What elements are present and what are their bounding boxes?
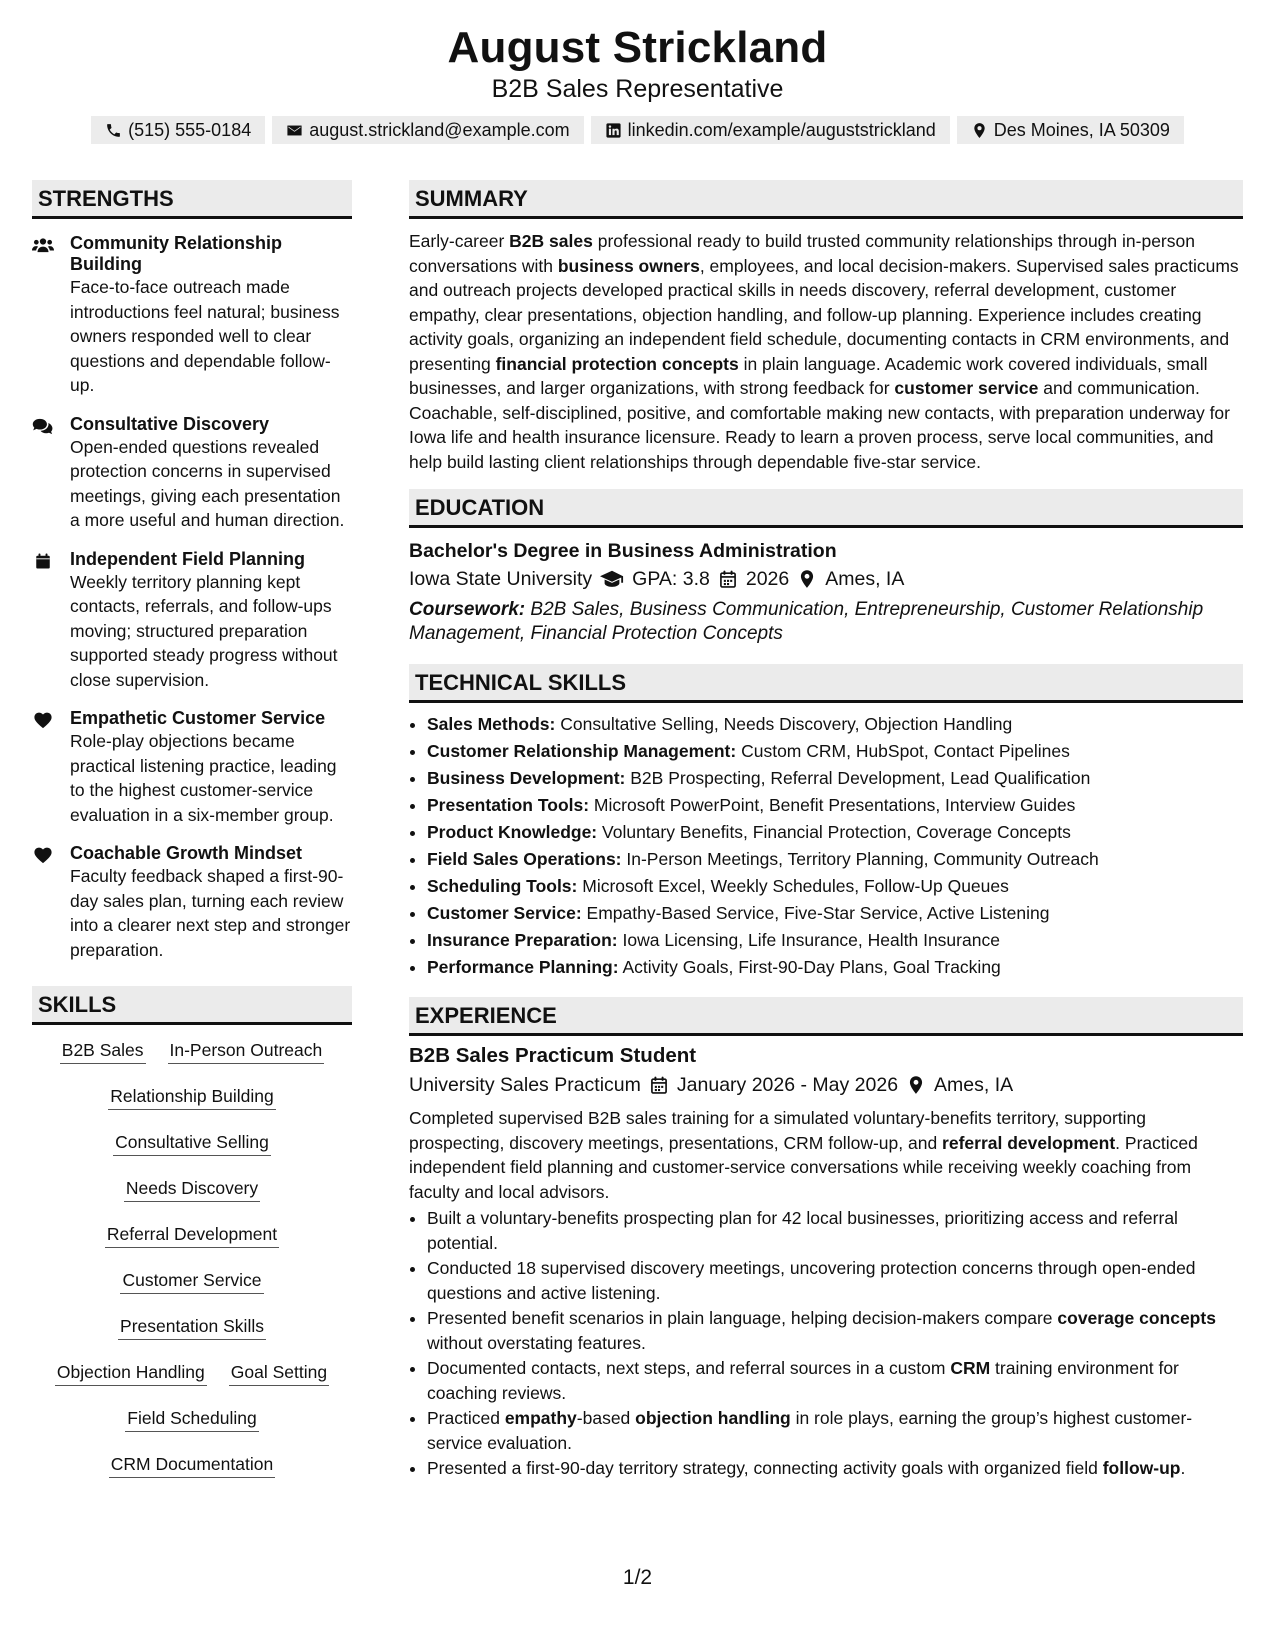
contact-email[interactable] xyxy=(272,116,583,144)
contact-linkedin-text: linkedin.com/example/auguststrickland xyxy=(627,119,936,140)
page-number: 1/2 xyxy=(622,1566,653,1589)
list-item: • Presented a first-90-day territory strategy, connecting activity goals with organized field follow-up. xyxy=(427,1456,1243,1481)
job-title: B2B Sales Practicum Student xyxy=(409,1044,697,1067)
list-item: • Conducted 18 supervised discovery meetings, uncovering protection concerns through open-ended questions and active listening. xyxy=(427,1256,1243,1305)
map-marker-icon xyxy=(906,1075,926,1095)
job-org: University Sales Practicum xyxy=(409,1074,641,1096)
map-marker-icon xyxy=(971,122,988,139)
experience-section xyxy=(409,997,1243,1481)
left-column xyxy=(32,180,352,1499)
resume-body xyxy=(32,180,1243,1499)
calendar-icon xyxy=(649,1075,669,1095)
skill-tag: Field Scheduling xyxy=(125,1407,258,1432)
list-item: • Built a voluntary-benefits prospecting plan for 42 local businesses, prioritizing access and referral potential. xyxy=(427,1206,1243,1255)
education-meta xyxy=(409,564,1243,594)
contact-phone[interactable] xyxy=(91,116,265,144)
experience-heading: EXPERIENCE xyxy=(409,997,1243,1036)
skill-tag: Referral Development xyxy=(105,1223,279,1248)
list-item: • Scheduling Tools: Microsoft Excel, Weekly Schedules, Follow-Up Queues xyxy=(427,873,1243,900)
technical-skills-heading: TECHNICAL SKILLS xyxy=(409,664,1243,703)
summary-heading: SUMMARY xyxy=(409,180,1243,219)
strength-item xyxy=(32,414,352,533)
strengths-heading: STRENGTHS xyxy=(32,180,352,219)
list-item: • Performance Planning: Activity Goals, First-90-Day Plans, Goal Tracking xyxy=(427,954,1243,981)
job-bullets xyxy=(409,1206,1243,1481)
contact-location-text: Des Moines, IA 50309 xyxy=(993,119,1170,140)
calendar-icon xyxy=(718,569,738,589)
heart-icon xyxy=(32,711,54,729)
skill-tag: Presentation Skills xyxy=(118,1315,266,1340)
strength-desc: Face-to-face outreach made introductions feel natural; business owners responded well to clear questions and dependable follow-up. xyxy=(70,277,340,395)
list-item: • Product Knowledge: Voluntary Benefits, Financial Protection, Coverage Concepts xyxy=(427,819,1243,846)
list-item: • Customer Service: Empathy-Based Service, Five-Star Service, Active Listening xyxy=(427,900,1243,927)
job-meta xyxy=(409,1070,1243,1100)
heart-icon xyxy=(32,846,54,864)
strength-title: Community Relationship Building xyxy=(70,233,283,274)
list-item: • Sales Methods: Consultative Selling, Needs Discovery, Objection Handling xyxy=(427,711,1243,738)
skills-list xyxy=(32,1039,352,1499)
coursework: Coursework: B2B Sales, Business Communication, Entrepreneurship, Customer Relationship Management, Financial Protection Concepts xyxy=(409,599,1204,644)
list-item: • Practiced empathy-based objection handling in role plays, earning the group’s highest customer-service evaluation. xyxy=(427,1406,1243,1455)
strength-title: Empathetic Customer Service xyxy=(70,708,326,728)
technical-skills-section xyxy=(409,664,1243,981)
list-item: • Customer Relationship Management: Custom CRM, HubSpot, Contact Pipelines xyxy=(427,738,1243,765)
technical-skills-list xyxy=(409,711,1243,981)
linkedin-icon xyxy=(605,122,622,139)
strength-title: Independent Field Planning xyxy=(70,548,306,569)
skill-tag: Relationship Building xyxy=(108,1085,275,1110)
list-item: • Business Development: B2B Prospecting, Referral Development, Lead Qualification xyxy=(427,765,1243,792)
skill-tag: CRM Documentation xyxy=(109,1453,275,1478)
skill-tag: Goal Setting xyxy=(229,1361,329,1386)
job-location: Ames, IA xyxy=(934,1074,1014,1096)
job-description: Completed supervised B2B sales training for a simulated voluntary-benefits territory, supporting prospecting, discovery meetings, presentations, CRM follow-up, and referral development. Practiced independent field planning and customer-service conversations while receiving weekly coaching from faculty and local advisors. xyxy=(409,1108,1198,1202)
calendar-icon xyxy=(32,552,54,570)
skills-heading: SKILLS xyxy=(32,986,352,1025)
skill-tag: Customer Service xyxy=(120,1269,263,1294)
strength-item xyxy=(32,233,352,398)
candidate-role: B2B Sales Representative xyxy=(491,75,784,103)
school-name: Iowa State University xyxy=(409,568,593,590)
list-item: • Presented benefit scenarios in plain language, helping decision-makers compare coverage concepts without overstating features. xyxy=(427,1306,1243,1355)
contact-email-text: august.strickland@example.com xyxy=(309,119,570,140)
strengths-list xyxy=(32,233,352,962)
skill-tag: B2B Sales xyxy=(60,1039,146,1064)
list-item: • Presentation Tools: Microsoft PowerPoint, Benefit Presentations, Interview Guides xyxy=(427,792,1243,819)
gpa: GPA: 3.8 xyxy=(632,568,710,590)
contact-linkedin[interactable] xyxy=(591,116,950,144)
strength-title: Coachable Growth Mindset xyxy=(70,843,303,863)
school-location: Ames, IA xyxy=(825,568,905,590)
skill-tag: Objection Handling xyxy=(55,1361,207,1386)
graduation-year: 2026 xyxy=(745,568,790,590)
graduation-cap-icon xyxy=(600,569,624,589)
job-dates: January 2026 - May 2026 xyxy=(676,1074,899,1096)
strength-desc: Weekly territory planning kept contacts, referrals, and follow-ups moving; structured preparation supported steady progress without close supervision. xyxy=(70,571,338,690)
map-marker-icon xyxy=(797,569,817,589)
candidate-name: August Strickland xyxy=(447,23,828,72)
comments-icon xyxy=(32,417,54,435)
strength-item xyxy=(32,843,352,962)
education-section xyxy=(409,489,1243,646)
skills-section xyxy=(32,986,352,1499)
summary-text: Early-career B2B sales professional ready to build trusted community relationships through in-person conversations with business owners, employees, and local decision-makers. Supervised sales practicums and outreach projects developed practical skills in needs discovery, referral development, customer empathy, clear presentations, objection handling, and follow-up planning. Experience includes creating activity goals, organizing an independent field schedule, documenting contacts in CRM environments, and presenting financial protection concepts in plain language. Academic work covered individuals, small businesses, and larger organizations, with strong feedback for customer service and communication. Coachable, self-disciplined, positive, and comfortable making new contacts, with preparation underway for Iowa life and health insurance licensure. Ready to learn a proven process, serve local communities, and help build lasting client relationships through dependable five-star service. xyxy=(409,231,1239,472)
list-item: • Field Sales Operations: In-Person Meetings, Territory Planning, Community Outreach xyxy=(427,846,1243,873)
strength-title: Consultative Discovery xyxy=(70,413,270,434)
right-column xyxy=(409,180,1243,1499)
phone-icon xyxy=(105,122,122,139)
strength-desc: Open-ended questions revealed protection concerns in supervised meetings, giving each presentation a more useful and human direction. xyxy=(70,436,345,530)
resume-header xyxy=(0,0,1275,144)
education-heading: EDUCATION xyxy=(409,489,1243,528)
users-icon xyxy=(32,236,54,254)
contact-phone-text: (515) 555-0184 xyxy=(128,119,252,140)
skill-tag: Needs Discovery xyxy=(124,1177,260,1202)
strength-item xyxy=(32,708,352,827)
skill-tag: In-Person Outreach xyxy=(168,1039,325,1064)
contact-location xyxy=(957,116,1184,144)
envelope-icon xyxy=(286,122,303,139)
list-item: • Insurance Preparation: Iowa Licensing, Life Insurance, Health Insurance xyxy=(427,927,1243,954)
skill-tag: Consultative Selling xyxy=(113,1131,271,1156)
list-item: • Documented contacts, next steps, and referral sources in a custom CRM training environment for coaching reviews. xyxy=(427,1356,1243,1405)
strength-desc: Role-play objections became practical listening practice, leading to the highest customer-service evaluation in a six-member group. xyxy=(70,731,337,825)
contact-bar xyxy=(0,116,1275,144)
strength-item xyxy=(32,549,352,693)
strength-desc: Faculty feedback shaped a first-90-day sales plan, turning each review into a clearer next step and stronger preparation. xyxy=(70,866,351,960)
degree-title: Bachelor's Degree in Business Administration xyxy=(409,540,837,562)
